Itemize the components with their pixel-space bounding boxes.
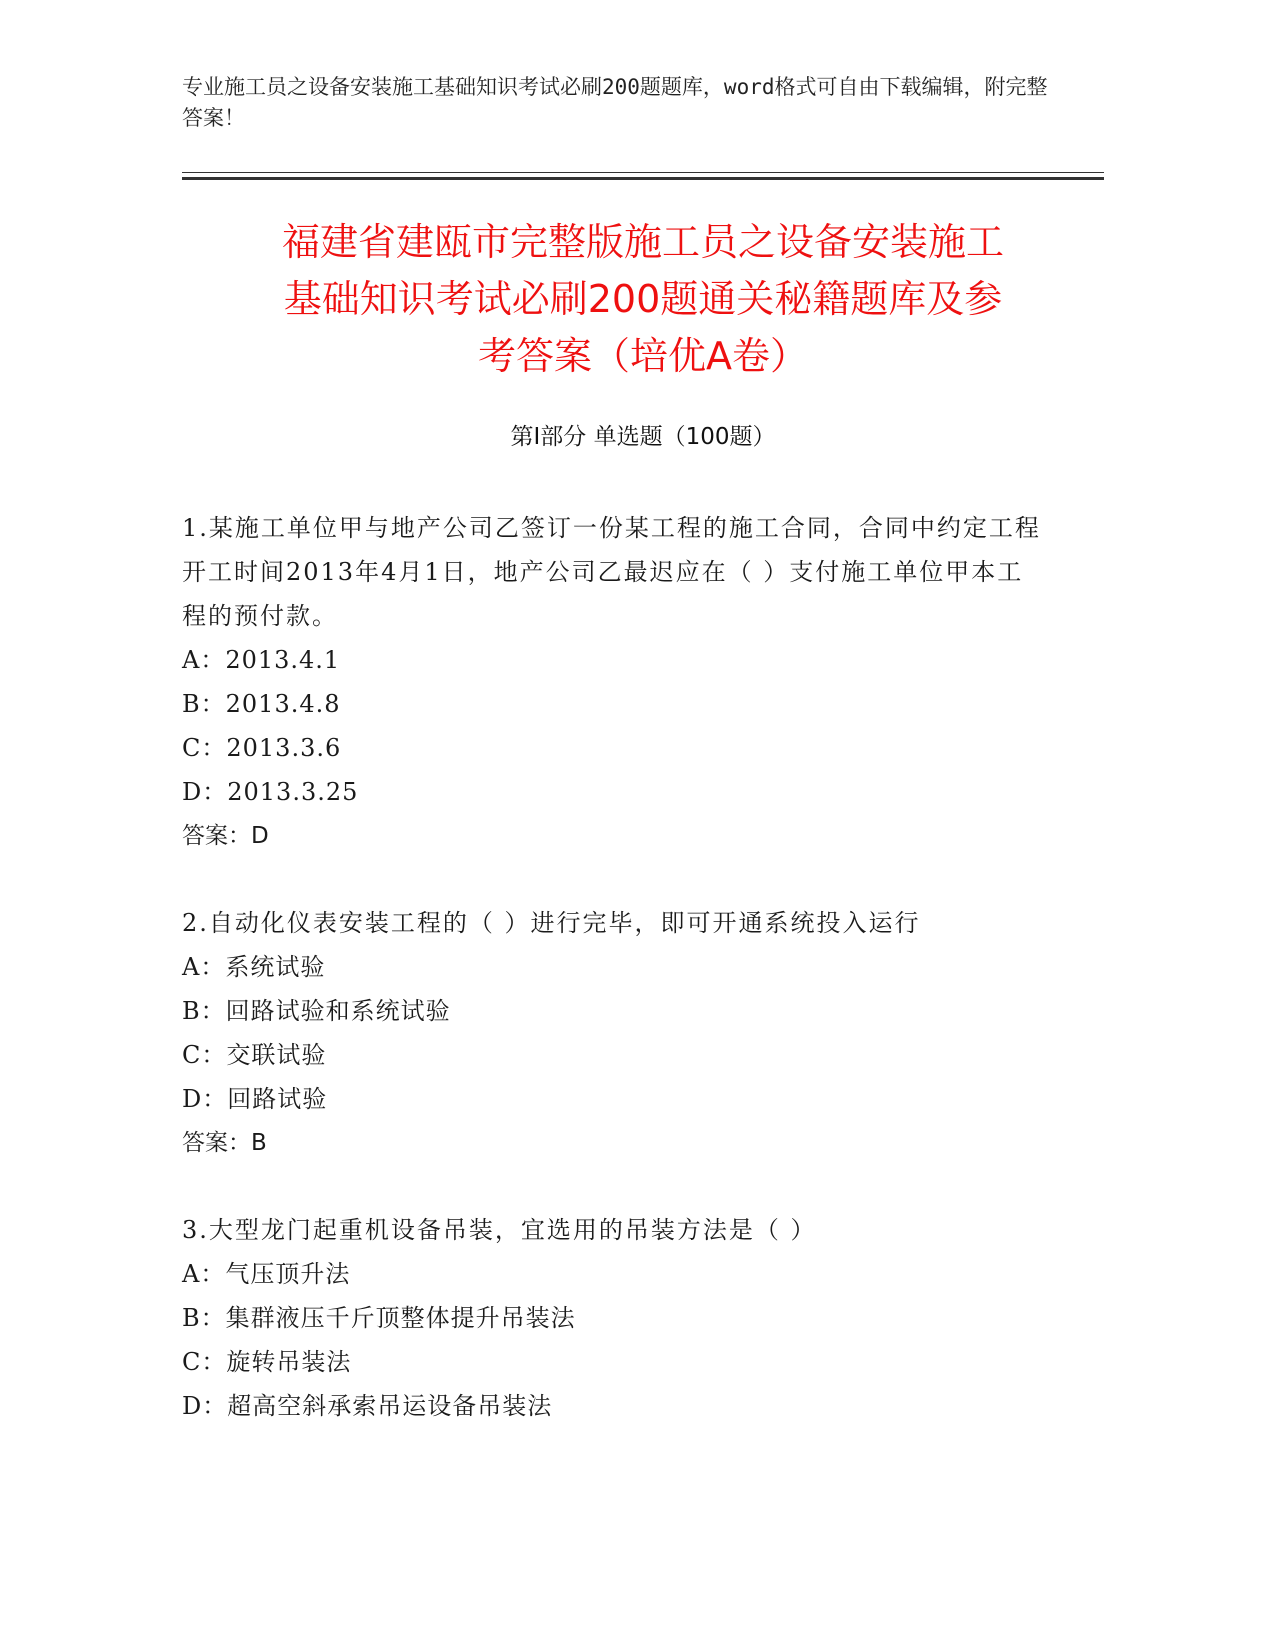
question-stem: 1.某施工单位甲与地产公司乙签订一份某工程的施工合同，合同中约定工程开工时间2013年4月1日，地产公司乙最迟应在（ ）支付施工单位甲本工程的预付款。 [182,514,1041,630]
option-a: A：2013.4.1 [182,646,341,674]
option-b: B：回路试验和系统试验 [182,997,451,1025]
header-note: 专业施工员之设备安装施工基础知识考试必刷200题题库，word格式可自由下载编辑，附完整答案！ [182,75,1048,130]
option-b: B：2013.4.8 [182,690,341,718]
question-list [182,506,1042,1471]
header-divider-thick [182,177,1104,180]
question-stem: 2.自动化仪表安装工程的（ ）进行完毕，即可开通系统投入运行 [182,909,921,937]
option-d: D：回路试验 [182,1085,328,1113]
option-d: D：2013.3.25 [182,778,359,806]
document-title-line: 福建省建瓯市完整版施工员之设备安装施工 [281,220,1004,264]
answer-line: 答案：D [182,823,269,849]
document-title-line: 基础知识考试必刷200题通关秘籍题库及参 [283,277,1003,321]
question-item [182,901,1042,1165]
section-heading: 第Ⅰ部分 单选题（100题） [510,424,776,450]
question-item [182,1208,1042,1428]
document-title [182,214,1104,385]
question-item [182,506,1042,858]
option-c: C：交联试验 [182,1041,327,1069]
option-b: B：集群液压千斤顶整体提升吊装法 [182,1304,576,1332]
answer-line: 答案：B [182,1130,267,1156]
question-stem: 3.大型龙门起重机设备吊装，宜选用的吊装方法是（ ） [182,1216,817,1244]
document-title-line: 考答案（培优A卷） [478,334,808,378]
option-a: A：系统试验 [182,953,326,981]
option-a: A：气压顶升法 [182,1260,351,1288]
header-divider-thin [182,172,1104,173]
option-d: D：超高空斜承索吊运设备吊装法 [182,1392,553,1420]
option-c: C：旋转吊装法 [182,1348,352,1376]
option-c: C：2013.3.6 [182,734,342,762]
